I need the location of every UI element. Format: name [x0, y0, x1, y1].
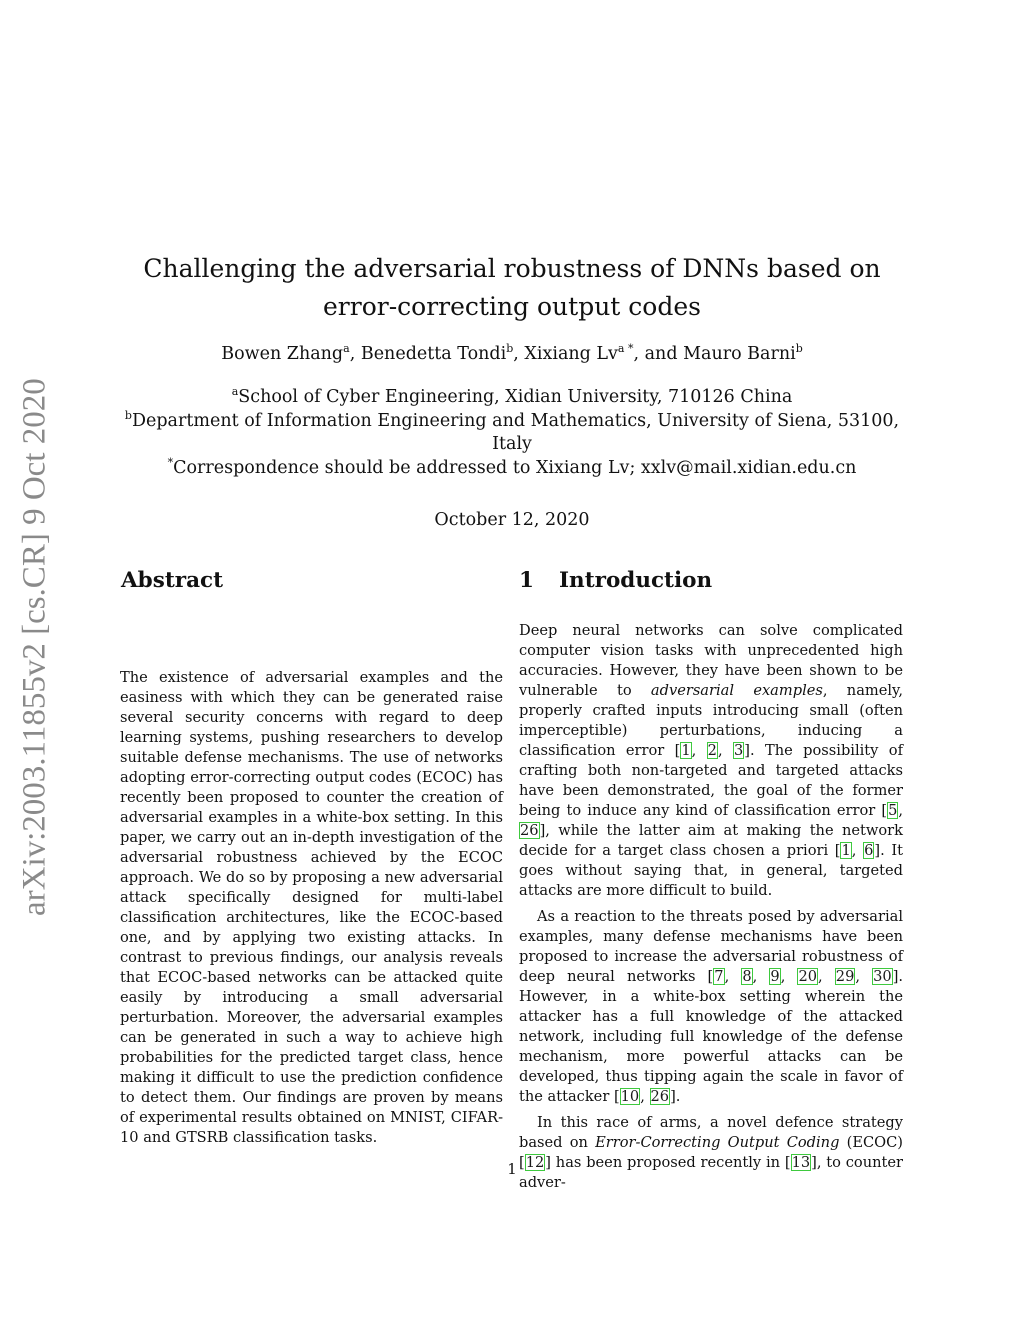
citation-link[interactable]: 6 [864, 842, 874, 859]
author-name: Xixiang Lv [524, 344, 618, 364]
author-separator: , and [633, 344, 684, 364]
abstract-body: The existence of adversarial examples and the easiness with which they can be generated raise several security concerns with regard to deep learning systems, pushing researchers to develop suitable defense mechanisms. The use of networks adopting error-correcting output codes (ECOC) has recently been proposed to counter the creation of adversarial examples in a white-box setting. In this paper, we carry out an in-depth investigation of the adversarial robustness achieved by the ECOC approach. We do so by proposing a new adversarial attack specifically designed for multi-label classification architectures, like the ECOC-based one, and by applying two existing attacks. In contrast to previous findings, our analysis reveals that ECOC-based networks can be attacked quite easily by introducing a small adversarial perturbation. Moreover, the adversarial examples can be generated in such a way to achieve high probabilities for the predicted target class, hence making it difficult to use the prediction confidence to detect them. Our findings are proven by means of experimental results obtained on MNIST, CIFAR-10 and GTSRB classification tasks. [120, 669, 503, 1146]
author-separator: , [513, 344, 525, 364]
affiliation-b [100, 410, 924, 434]
affiliations [100, 386, 924, 480]
paper-title [100, 250, 924, 326]
section-number: 1 [519, 568, 534, 593]
citation-link[interactable]: 1 [841, 842, 851, 859]
section-title: Introduction [559, 568, 713, 593]
author-separator: , [349, 344, 361, 364]
text-run: ], while the latter aim at making the network decide for a target class chosen a priori [ [519, 822, 903, 859]
author-affiliation-mark: b [506, 342, 514, 356]
citation-separator: , [691, 742, 707, 759]
author-affiliation-mark: a [343, 342, 350, 356]
citation-separator: , [898, 802, 903, 819]
citation-link[interactable]: 2 [707, 742, 717, 759]
author-affiliation-mark: a * [617, 342, 634, 356]
text-run: In this race of arms, a novel defence strategy based on [519, 1114, 903, 1151]
page-number: 1 [507, 1160, 517, 1178]
citation-link[interactable]: 3 [734, 742, 744, 759]
affiliation-b-continued: Italy [492, 434, 532, 454]
citation-link[interactable]: 20 [798, 968, 818, 985]
introduction-body [519, 621, 903, 1199]
correspondence-mark: * [167, 455, 174, 469]
emphasis-text: Error-Correcting Output Coding [595, 1134, 840, 1151]
affiliation-mark: a [231, 385, 239, 399]
affiliation-mark: b [124, 408, 132, 422]
title-line-2: error-correcting output codes [323, 292, 701, 321]
citation-link[interactable]: 7 [714, 968, 724, 985]
citation-separator: , [851, 842, 864, 859]
publication-date: October 12, 2020 [434, 510, 590, 530]
correspondence-text: Correspondence should be addressed to Xixiang Lv; xxlv@mail.xidian.edu.cn [173, 457, 857, 478]
title-line-1: Challenging the adversarial robustness of DNNs based on [143, 254, 881, 283]
affiliation-a [100, 386, 924, 410]
citation-separator: , [640, 1088, 650, 1105]
introduction-heading [519, 568, 712, 593]
text-run: ], to counter adver- [519, 1154, 903, 1191]
text-run: ]. However, in a white-box setting wherein the attacker has a full knowledge of the attacked network, including full knowledge of the defense mechanism, more powerful attacks can be developed, thus tipping again the scale in favor of the attacker [ [519, 968, 904, 1105]
intro-paragraph-3 [519, 1113, 903, 1193]
author-name: Benedetta Tondi [360, 344, 507, 364]
text-run: ] has been proposed recently in [ [545, 1154, 791, 1171]
author-name: Mauro Barni [683, 344, 796, 364]
affiliation-text: School of Cyber Engineering, Xidian University, 710126 China [238, 387, 793, 407]
intro-paragraph-2 [519, 907, 903, 1107]
citation-link[interactable]: 10 [620, 1088, 640, 1105]
author-name: Bowen Zhang [221, 344, 344, 364]
text-run: Deep neural networks can solve complicated computer vision tasks with unprecedented high accuracies. However, they have been shown to be vulnerable to [519, 622, 903, 699]
text-run: ]. [670, 1088, 681, 1105]
citation-link[interactable]: 26 [520, 822, 539, 839]
author-affiliation-mark: b [795, 342, 803, 356]
citation-link[interactable]: 26 [650, 1088, 670, 1105]
citation-link[interactable]: 8 [742, 968, 752, 985]
text-run: (ECOC) [ [519, 1134, 903, 1171]
author-list [100, 344, 924, 364]
text-run: ]. It goes without saying that, in general, targeted attacks are more difficult to build. [519, 842, 903, 899]
citation-link[interactable]: 29 [835, 968, 855, 985]
citation-link[interactable]: 13 [791, 1154, 811, 1171]
citation-separator: , [724, 968, 742, 985]
citation-link[interactable]: 12 [525, 1154, 545, 1171]
intro-paragraph-1 [519, 621, 903, 901]
citation-link[interactable]: 9 [770, 968, 780, 985]
emphasis-text: adversarial examples [650, 682, 823, 699]
citation-link[interactable]: 1 [681, 742, 691, 759]
text-run: , namely, properly crafted inputs introducing small (often imperceptible) perturbations, inducing a classification error [ [519, 682, 903, 759]
citation-separator: , [717, 742, 733, 759]
arxiv-identifier-stamp: arXiv:2003.11855v2 [cs.CR] 9 Oct 2020 [16, 378, 53, 916]
text-run: As a reaction to the threats posed by adversarial examples, many defense mechanisms have been proposed to increase the adversarial robustness of deep neural networks [ [519, 908, 903, 985]
citation-link[interactable]: 5 [888, 802, 898, 819]
citation-separator: , [855, 968, 873, 985]
citation-link[interactable]: 30 [873, 968, 892, 985]
citation-separator: , [818, 968, 835, 985]
citation-separator: , [752, 968, 770, 985]
text-run: ]. The possibility of crafting both non-targeted and targeted attacks have been demonstrated, the goal of the former being to induce any kind of classification error [ [519, 742, 903, 819]
abstract-heading: Abstract [121, 568, 224, 593]
correspondence-note [100, 457, 924, 481]
affiliation-text: Department of Information Engineering and Mathematics, University of Siena, 53100, [131, 410, 900, 431]
citation-separator: , [780, 968, 798, 985]
